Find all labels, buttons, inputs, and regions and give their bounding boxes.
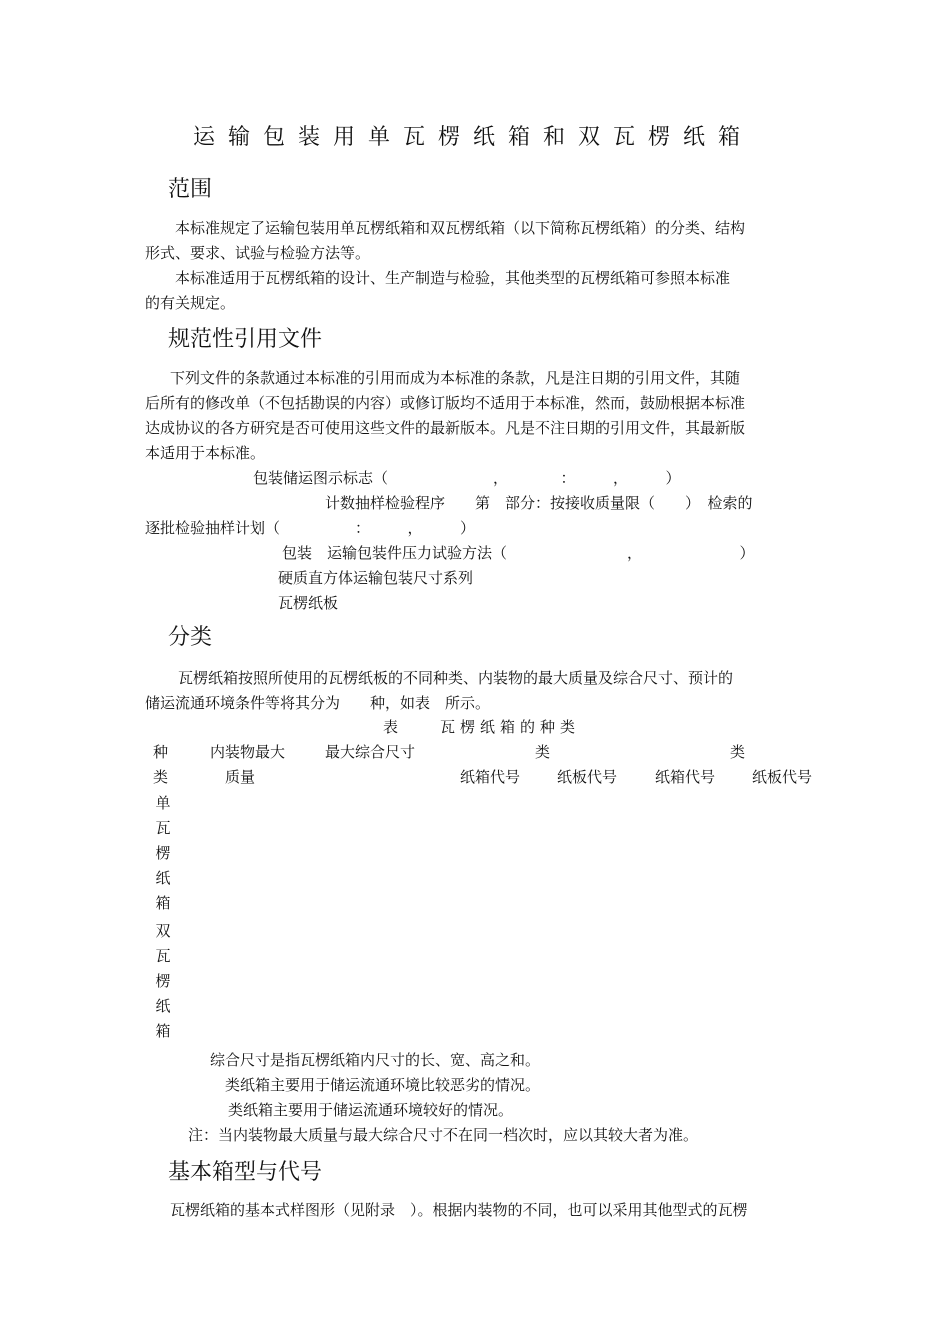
table-row-char: 箱 xyxy=(155,894,171,912)
document-title: 运输包装用单瓦楞纸箱和双瓦楞纸箱 xyxy=(193,125,754,150)
scope-paragraph-2-line-1: 本标准适用于瓦楞纸箱的设计、生产制造与检验，其他类型的瓦楞纸箱可参照本标准 xyxy=(175,269,731,287)
table-header-kind-2: 类 xyxy=(153,768,169,786)
table-row-char: 瓦 xyxy=(155,947,171,965)
table-caption: 瓦楞纸箱的种类 xyxy=(440,718,581,736)
section-heading-scope: 范围 xyxy=(168,177,213,202)
table-row-char: 楞 xyxy=(155,844,171,862)
table-header-kind-1: 种 xyxy=(153,743,169,761)
scope-paragraph-1-line-1: 本标准规定了运输包装用单瓦楞纸箱和双瓦楞纸箱（以下简称瓦楞纸箱）的分类、结构 xyxy=(175,219,746,237)
reference-item-3: 包装 运输包装件压力试验方法（ ， ） xyxy=(282,544,755,562)
table-sub-board-code-1: 纸板代号 xyxy=(557,768,618,786)
table-row-label-double xyxy=(153,919,173,1044)
table-sub-box-code-1: 纸箱代号 xyxy=(460,768,521,786)
table-sub-board-code-2: 纸板代号 xyxy=(752,768,813,786)
classification-note-2: 类纸箱主要用于储运流通环境比较恶劣的情况。 xyxy=(225,1076,541,1094)
table-caption-prefix: 表 xyxy=(383,718,399,736)
table-row-char: 楞 xyxy=(155,972,171,990)
table-header-mass-2: 质量 xyxy=(225,768,256,786)
classification-note-3: 类纸箱主要用于储运流通环境较好的情况。 xyxy=(228,1101,514,1119)
section-heading-classification: 分类 xyxy=(168,625,213,650)
scope-paragraph-2-line-2: 的有关规定。 xyxy=(145,294,236,312)
reference-item-4: 硬质直方体运输包装尺寸系列 xyxy=(278,569,474,587)
classification-note-1: 综合尺寸是指瓦楞纸箱内尺寸的长、宽、高之和。 xyxy=(210,1051,541,1069)
table-row-char: 双 xyxy=(155,922,171,940)
reference-item-2-line-2: 逐批检验抽样计划（ ： ， ） xyxy=(145,519,476,537)
table-sub-box-code-2: 纸箱代号 xyxy=(655,768,716,786)
table-group-2: 类 xyxy=(730,743,746,761)
table-row-char: 纸 xyxy=(155,869,171,887)
reference-item-1: 包装储运图示标志（ ， ： ， ） xyxy=(253,469,681,487)
table-row-char: 纸 xyxy=(155,997,171,1015)
table-header-size: 最大综合尺寸 xyxy=(325,743,416,761)
reference-item-5: 瓦楞纸板 xyxy=(278,594,339,612)
reference-item-2-line-1: 计数抽样检验程序 第 部分：按接收质量限（ ） 检索的 xyxy=(325,494,753,512)
references-paragraph-line-4: 本适用于本标准。 xyxy=(145,444,266,462)
references-paragraph-line-2: 后所有的修改单（不包括勘误的内容）或修订版均不适用于本标准，然而，鼓励根据本标准 xyxy=(145,394,746,412)
table-row-char: 瓦 xyxy=(155,819,171,837)
table-header-mass-1: 内装物最大 xyxy=(210,743,286,761)
table-row-char: 单 xyxy=(155,794,171,812)
table-row-label-single xyxy=(153,791,173,916)
references-paragraph-line-3: 达成协议的各方研究是否可使用这些文件的最新版本。凡是不注日期的引用文件，其最新版 xyxy=(145,419,746,437)
basic-box-types-paragraph-line-1: 瓦楞纸箱的基本式样图形（见附录 ）。根据内装物的不同，也可以采用其他型式的瓦楞 xyxy=(170,1201,748,1219)
section-heading-references: 规范性引用文件 xyxy=(168,327,323,352)
section-heading-basic-box-types: 基本箱型与代号 xyxy=(168,1160,323,1185)
table-row-char: 箱 xyxy=(155,1022,171,1040)
classification-paragraph-line-2: 储运流通环境条件等将其分为 种，如表 所示。 xyxy=(145,694,491,712)
classification-paragraph-line-1: 瓦楞纸箱按照所使用的瓦楞纸板的不同种类、内装物的最大质量及综合尺寸、预计的 xyxy=(178,669,734,687)
classification-note-4: 注：当内装物最大质量与最大综合尺寸不在同一档次时，应以其较大者为准。 xyxy=(188,1126,699,1144)
references-paragraph-line-1: 下列文件的条款通过本标准的引用而成为本标准的条款，凡是注日期的引用文件，其随 xyxy=(170,369,741,387)
scope-paragraph-1-line-2: 形式、要求、试验与检验方法等。 xyxy=(145,244,371,262)
table-group-1: 类 xyxy=(535,743,551,761)
